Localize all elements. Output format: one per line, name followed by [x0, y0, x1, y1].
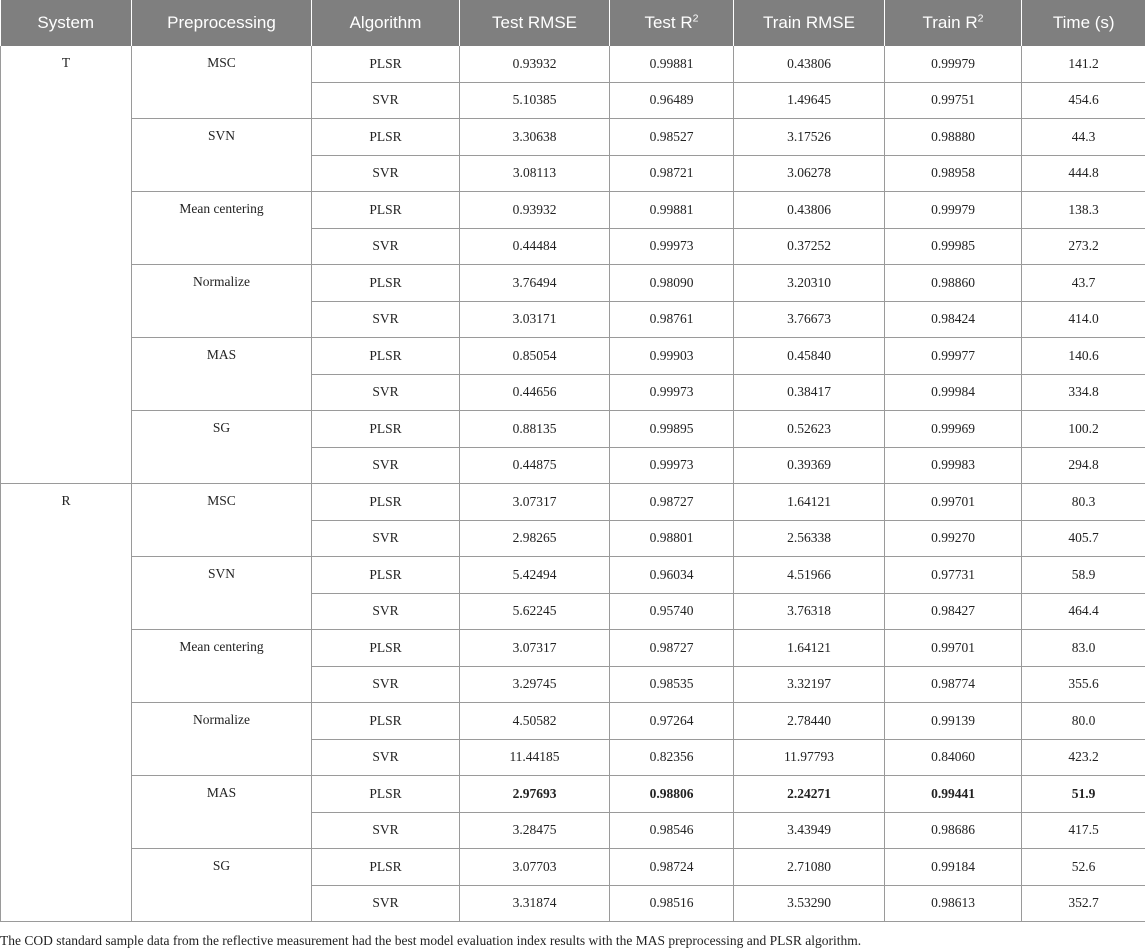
- train-r2-cell: 0.99701: [885, 630, 1022, 667]
- test-rmse-cell: 3.30638: [460, 119, 610, 156]
- train-r2-cell: 0.99184: [885, 849, 1022, 886]
- algorithm-cell: SVR: [312, 447, 460, 484]
- train-rmse-cell: 4.51966: [734, 557, 885, 594]
- table-body: [1, 46, 1145, 922]
- test-rmse-cell: 3.28475: [460, 812, 610, 849]
- test-r2-cell: 0.98090: [610, 265, 734, 302]
- algorithm-cell: SVR: [312, 666, 460, 703]
- train-rmse-cell: 3.20310: [734, 265, 885, 302]
- algorithm-cell: SVR: [312, 301, 460, 338]
- table-row: [1, 411, 1145, 448]
- time-cell: 138.3: [1022, 192, 1145, 229]
- test-rmse-cell: 5.42494: [460, 557, 610, 594]
- train-r2-cell: 0.99969: [885, 411, 1022, 448]
- test-r2-cell: 0.98727: [610, 630, 734, 667]
- test-rmse-cell: 0.93932: [460, 46, 610, 82]
- test-rmse-cell: 3.07317: [460, 484, 610, 521]
- algorithm-cell: SVR: [312, 374, 460, 411]
- time-cell: 417.5: [1022, 812, 1145, 849]
- col-header-system: [1, 0, 132, 46]
- time-cell: 405.7: [1022, 520, 1145, 557]
- train-r2-cell: 0.99751: [885, 82, 1022, 119]
- test-r2-cell: 0.98535: [610, 666, 734, 703]
- time-cell: 414.0: [1022, 301, 1145, 338]
- table-row: [1, 46, 1145, 82]
- train-rmse-cell: 3.06278: [734, 155, 885, 192]
- col-header-time: [1022, 0, 1145, 46]
- train-rmse-cell: 2.56338: [734, 520, 885, 557]
- col-header-preprocessing-label: Preprocessing: [167, 13, 276, 32]
- algorithm-cell: SVR: [312, 812, 460, 849]
- table-row: [1, 849, 1145, 886]
- test-r2-cell: 0.98724: [610, 849, 734, 886]
- test-rmse-cell: 3.03171: [460, 301, 610, 338]
- time-cell: 334.8: [1022, 374, 1145, 411]
- train-rmse-cell: 0.43806: [734, 46, 885, 82]
- train-r2-cell: 0.99983: [885, 447, 1022, 484]
- col-header-test-rmse-label: Test RMSE: [491, 13, 578, 32]
- col-header-preprocessing: [132, 0, 312, 46]
- preprocessing-cell: Normalize: [132, 703, 312, 776]
- preprocessing-cell: SG: [132, 849, 312, 922]
- algorithm-cell: PLSR: [312, 46, 460, 82]
- algorithm-cell: PLSR: [312, 119, 460, 156]
- train-rmse-cell: 0.38417: [734, 374, 885, 411]
- algorithm-cell: SVR: [312, 593, 460, 630]
- system-cell: T: [1, 46, 132, 484]
- time-cell: 273.2: [1022, 228, 1145, 265]
- algorithm-cell: PLSR: [312, 484, 460, 521]
- train-rmse-cell: 1.49645: [734, 82, 885, 119]
- col-header-test-rmse: [460, 0, 610, 46]
- time-cell: 44.3: [1022, 119, 1145, 156]
- train-r2-superscript: 2: [977, 12, 984, 25]
- train-r2-cell: 0.99441: [885, 776, 1022, 813]
- col-header-system-label: System: [37, 13, 95, 32]
- train-rmse-cell: 1.64121: [734, 630, 885, 667]
- test-r2-cell: 0.99881: [610, 46, 734, 82]
- test-r2-cell: 0.96034: [610, 557, 734, 594]
- preprocessing-cell: Normalize: [132, 265, 312, 338]
- algorithm-cell: SVR: [312, 155, 460, 192]
- train-r2-cell: 0.99701: [885, 484, 1022, 521]
- train-rmse-cell: 2.71080: [734, 849, 885, 886]
- algorithm-cell: PLSR: [312, 703, 460, 740]
- train-r2-cell: 0.98686: [885, 812, 1022, 849]
- test-r2-cell: 0.98546: [610, 812, 734, 849]
- test-rmse-cell: 0.44484: [460, 228, 610, 265]
- test-rmse-cell: 3.76494: [460, 265, 610, 302]
- table-row: [1, 703, 1145, 740]
- test-rmse-cell: 0.88135: [460, 411, 610, 448]
- preprocessing-cell: MAS: [132, 338, 312, 411]
- test-r2-cell: 0.95740: [610, 593, 734, 630]
- test-r2-cell: 0.99881: [610, 192, 734, 229]
- time-cell: 355.6: [1022, 666, 1145, 703]
- col-header-train-rmse: [734, 0, 885, 46]
- train-r2-cell: 0.98958: [885, 155, 1022, 192]
- train-rmse-cell: 3.43949: [734, 812, 885, 849]
- test-r2-cell: 0.98727: [610, 484, 734, 521]
- test-r2-cell: 0.98516: [610, 885, 734, 922]
- time-cell: 51.9: [1022, 776, 1145, 813]
- test-r2-cell: 0.98801: [610, 520, 734, 557]
- algorithm-cell: SVR: [312, 520, 460, 557]
- algorithm-cell: PLSR: [312, 338, 460, 375]
- header-row: [1, 0, 1145, 46]
- test-rmse-cell: 3.07703: [460, 849, 610, 886]
- test-rmse-cell: 5.10385: [460, 82, 610, 119]
- train-rmse-cell: 0.45840: [734, 338, 885, 375]
- train-r2-cell: 0.99979: [885, 192, 1022, 229]
- algorithm-cell: PLSR: [312, 557, 460, 594]
- test-r2-cell: 0.99973: [610, 374, 734, 411]
- preprocessing-cell: MSC: [132, 484, 312, 557]
- test-r2-cell: 0.97264: [610, 703, 734, 740]
- train-r2-cell: 0.99985: [885, 228, 1022, 265]
- test-r2-cell: 0.99895: [610, 411, 734, 448]
- preprocessing-cell: MSC: [132, 46, 312, 119]
- preprocessing-cell: MAS: [132, 776, 312, 849]
- preprocessing-cell: Mean centering: [132, 630, 312, 703]
- table-row: [1, 338, 1145, 375]
- algorithm-cell: SVR: [312, 885, 460, 922]
- col-header-algorithm: [312, 0, 460, 46]
- time-cell: 140.6: [1022, 338, 1145, 375]
- train-rmse-cell: 11.97793: [734, 739, 885, 776]
- table-row: [1, 119, 1145, 156]
- table-row: [1, 192, 1145, 229]
- test-rmse-cell: 2.97693: [460, 776, 610, 813]
- train-rmse-cell: 1.64121: [734, 484, 885, 521]
- system-cell: R: [1, 484, 132, 922]
- time-cell: 444.8: [1022, 155, 1145, 192]
- train-r2-cell: 0.98427: [885, 593, 1022, 630]
- time-cell: 352.7: [1022, 885, 1145, 922]
- col-header-train-r2: [885, 0, 1022, 46]
- train-rmse-cell: 0.39369: [734, 447, 885, 484]
- test-rmse-cell: 0.44656: [460, 374, 610, 411]
- train-r2-cell: 0.99977: [885, 338, 1022, 375]
- test-rmse-cell: 3.31874: [460, 885, 610, 922]
- test-r2-cell: 0.98527: [610, 119, 734, 156]
- test-rmse-cell: 3.07317: [460, 630, 610, 667]
- table-row-best: [1, 776, 1145, 813]
- preprocessing-cell: Mean centering: [132, 192, 312, 265]
- test-rmse-cell: 0.85054: [460, 338, 610, 375]
- train-r2-cell: 0.99979: [885, 46, 1022, 82]
- table-row: [1, 630, 1145, 667]
- col-header-test-r2: [610, 0, 734, 46]
- time-cell: 52.6: [1022, 849, 1145, 886]
- test-r2-cell: 0.96489: [610, 82, 734, 119]
- test-rmse-cell: 4.50582: [460, 703, 610, 740]
- test-r2-superscript: 2: [692, 12, 699, 25]
- train-rmse-cell: 0.37252: [734, 228, 885, 265]
- algorithm-cell: PLSR: [312, 192, 460, 229]
- table-footnote: The COD standard sample data from the reflective measurement had the best model evaluation index results with the MAS preprocessing and PLSR algorithm.: [0, 933, 862, 948]
- time-cell: 464.4: [1022, 593, 1145, 630]
- test-r2-cell: 0.99973: [610, 228, 734, 265]
- train-r2-cell: 0.98860: [885, 265, 1022, 302]
- col-header-algorithm-label: Algorithm: [349, 13, 422, 32]
- table-row: [1, 484, 1145, 521]
- train-rmse-cell: 3.76673: [734, 301, 885, 338]
- train-rmse-cell: 3.76318: [734, 593, 885, 630]
- col-header-test-r2-label: Test R: [644, 13, 693, 32]
- algorithm-cell: PLSR: [312, 849, 460, 886]
- train-r2-cell: 0.99984: [885, 374, 1022, 411]
- test-rmse-cell: 5.62245: [460, 593, 610, 630]
- test-rmse-cell: 11.44185: [460, 739, 610, 776]
- preprocessing-cell: SVN: [132, 557, 312, 630]
- algorithm-cell: SVR: [312, 228, 460, 265]
- time-cell: 80.0: [1022, 703, 1145, 740]
- time-cell: 58.9: [1022, 557, 1145, 594]
- col-header-train-r2-label: Train R: [922, 13, 978, 32]
- test-r2-cell: 0.98761: [610, 301, 734, 338]
- table-row: [1, 265, 1145, 302]
- train-rmse-cell: 2.78440: [734, 703, 885, 740]
- time-cell: 141.2: [1022, 46, 1145, 82]
- train-r2-cell: 0.99139: [885, 703, 1022, 740]
- train-rmse-cell: 3.17526: [734, 119, 885, 156]
- algorithm-cell: SVR: [312, 739, 460, 776]
- test-rmse-cell: 2.98265: [460, 520, 610, 557]
- test-rmse-cell: 3.08113: [460, 155, 610, 192]
- time-cell: 423.2: [1022, 739, 1145, 776]
- test-r2-cell: 0.99903: [610, 338, 734, 375]
- preprocessing-cell: SVN: [132, 119, 312, 192]
- algorithm-cell: PLSR: [312, 776, 460, 813]
- test-r2-cell: 0.98721: [610, 155, 734, 192]
- train-rmse-cell: 2.24271: [734, 776, 885, 813]
- col-header-time-label: Time (s): [1052, 13, 1115, 32]
- time-cell: 100.2: [1022, 411, 1145, 448]
- test-r2-cell: 0.99973: [610, 447, 734, 484]
- algorithm-cell: PLSR: [312, 411, 460, 448]
- algorithm-cell: PLSR: [312, 265, 460, 302]
- test-rmse-cell: 3.29745: [460, 666, 610, 703]
- time-cell: 83.0: [1022, 630, 1145, 667]
- time-cell: 43.7: [1022, 265, 1145, 302]
- time-cell: 80.3: [1022, 484, 1145, 521]
- train-r2-cell: 0.99270: [885, 520, 1022, 557]
- test-rmse-cell: 0.44875: [460, 447, 610, 484]
- preprocessing-cell: SG: [132, 411, 312, 484]
- train-r2-cell: 0.98880: [885, 119, 1022, 156]
- test-r2-cell: 0.82356: [610, 739, 734, 776]
- time-cell: 294.8: [1022, 447, 1145, 484]
- train-r2-cell: 0.84060: [885, 739, 1022, 776]
- algorithm-cell: SVR: [312, 82, 460, 119]
- train-rmse-cell: 3.32197: [734, 666, 885, 703]
- train-rmse-cell: 0.52623: [734, 411, 885, 448]
- test-rmse-cell: 0.93932: [460, 192, 610, 229]
- table-row: [1, 557, 1145, 594]
- train-rmse-cell: 3.53290: [734, 885, 885, 922]
- algorithm-cell: PLSR: [312, 630, 460, 667]
- train-r2-cell: 0.98774: [885, 666, 1022, 703]
- col-header-train-rmse-label: Train RMSE: [763, 13, 855, 32]
- train-r2-cell: 0.98613: [885, 885, 1022, 922]
- train-r2-cell: 0.97731: [885, 557, 1022, 594]
- train-r2-cell: 0.98424: [885, 301, 1022, 338]
- time-cell: 454.6: [1022, 82, 1145, 119]
- train-rmse-cell: 0.43806: [734, 192, 885, 229]
- test-r2-cell: 0.98806: [610, 776, 734, 813]
